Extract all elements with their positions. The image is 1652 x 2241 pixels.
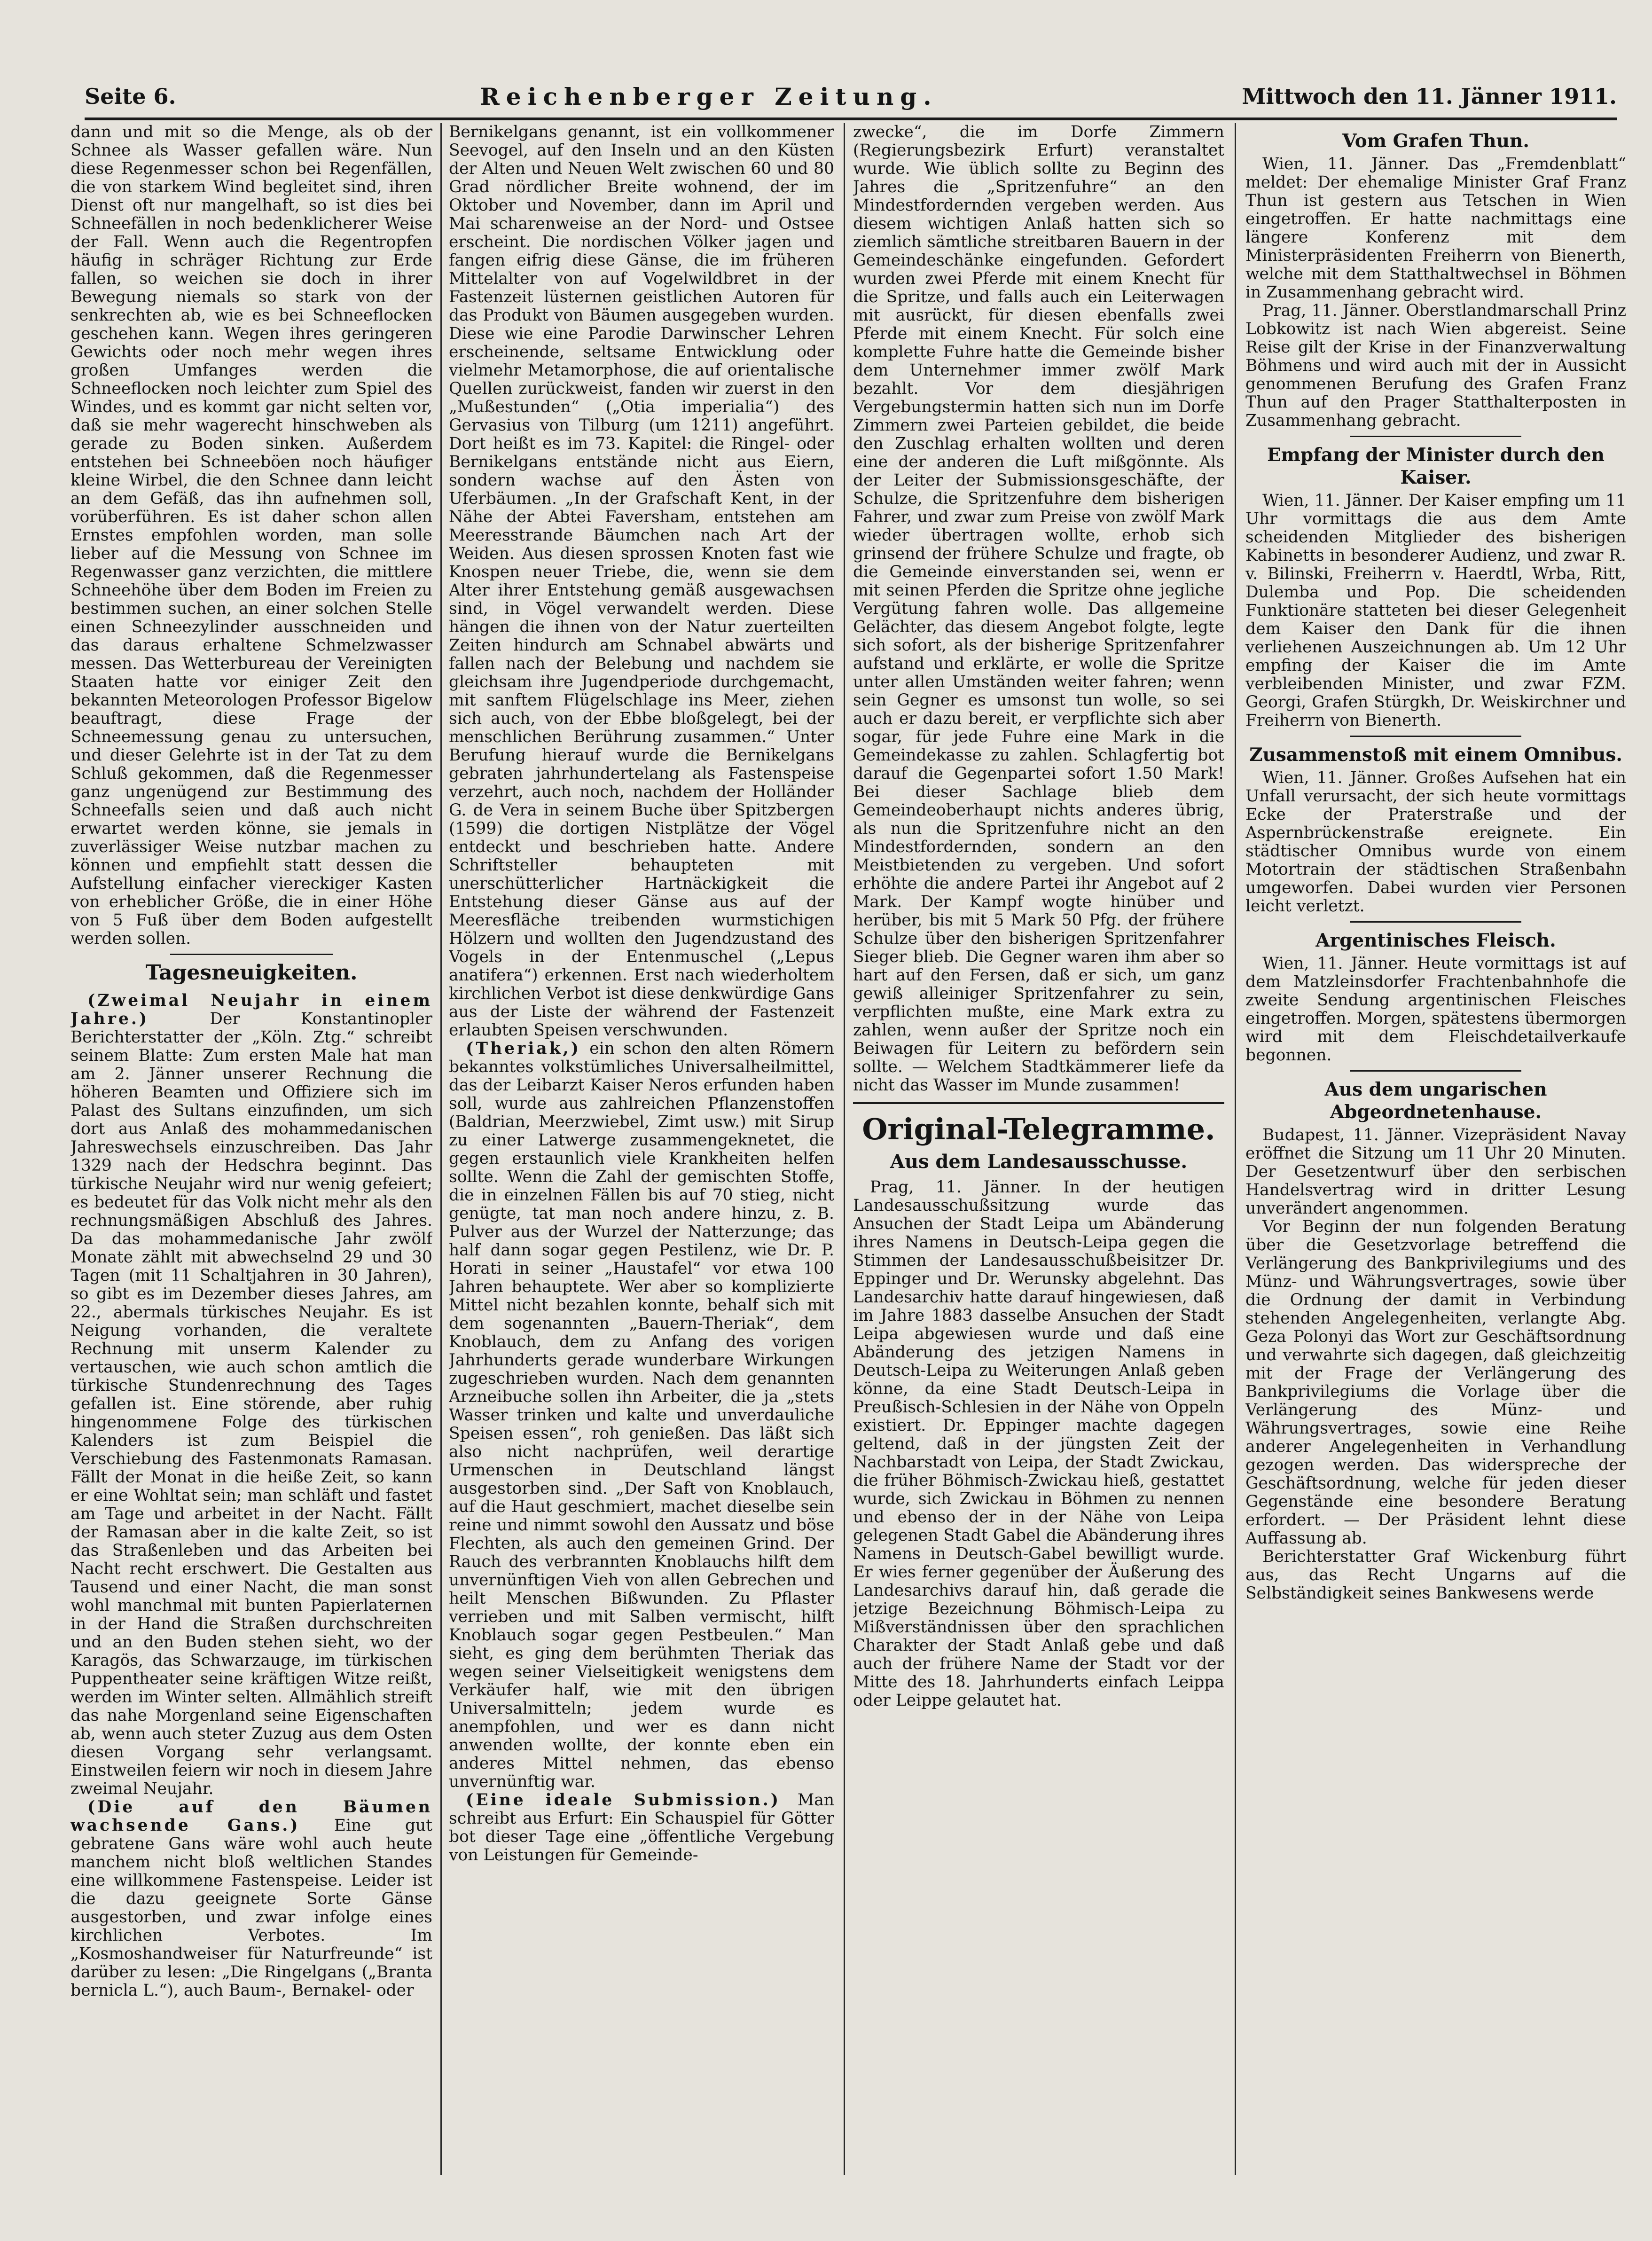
article-paragraph: Berichterstatter Graf Wickenburg führt aus, das Recht Ungarns auf die Selbständigkeit seines Bankwesens werde bbox=[1245, 1547, 1626, 1603]
page-header bbox=[85, 75, 1617, 120]
item-text: Eine gut gebratene Gans wäre wohl auch heute manchem nicht bloß weltlichen Standes eine willkommene Fastenspeise. Leider ist die dazu geeignete Sorte Gänse ausgestorben, und zwar infolge eines kirchlichen Verbotes. Im „Kosmoshandweiser für Naturfreunde“ ist darüber zu lesen: „Die Ringelgans („Branta bernicla L.“), auch Baum-, Bernakel- oder bbox=[70, 1816, 432, 2000]
article-paragraph: Vor Beginn der nun folgenden Beratung über die Gesetzvorlage betreffend die Verlängerung des Bankprivilegiums und des Münz- und Währungsvertrages, sowie über die Ordnung der damit in Verbindung stehenden Angelegenheiten, verlangte Abg. Geza Polonyi das Wort zur Geschäftsordnung und verwahrte sich dagegen, daß gleichzeitig mit der Frage der Verlängerung des Bankprivilegiums die Vorlage über die Verlängerung des Münz- und Währungsvertrages, sowie eine Reihe anderer Angelegenheiten in Verhandlung gezogen werden. Das widerspreche der Geschäftsordnung, welche für jeden dieser Gegenstände eine besondere Beratung erfordert. — Der Präsident lehnt diese Auffassung ab. bbox=[1245, 1217, 1626, 1548]
issue-date: Mittwoch den 11. Jänner 1911. bbox=[1242, 84, 1617, 109]
telegram-subtitle: Aus dem Landesausschusse. bbox=[890, 1151, 1188, 1173]
article-paragraph: Wien, 11. Jänner. Der Kaiser empfing um 11 Uhr vormittags die aus dem Amte scheidenden Mitglieder des bisherigen Kabinetts in besonderer Audienz, und zwar R. v. Bilinski, Freiherrn v. Haerdtl, Wrba, Ritt, Dulemba und Pop. Die scheidenden Funktionäre statteten bei dieser Gelegenheit dem Kaiser den Dank für die ihnen verliehenen Auszeichnungen ab. Um 12 Uhr empfing der Kaiser die im Amte verbleibenden Minister, und zwar FZM. Georgi, Grafen Stürgkh, Dr. Weiskirchner und Freiherrn von Bienerth. bbox=[1245, 491, 1626, 730]
article-paragraph bbox=[70, 992, 432, 1798]
article-paragraph: dann und mit so die Menge, als ob der Schnee als Wasser gefallen wäre. Nun diese Regenmesser schon bei Regenfällen, die von starkem Wind begleitet sind, ihren Dienst oft nur mangelhaft, so ist dies bei Schneefällen in noch bedenklicherer Weise der Fall. Wenn auch die Regentropfen häufig in schräger Richtung zur Erde fallen, so weichen sie doch in ihrer Bewegung niemals so stark von der senkrechten ab, wie es bei Schneeflocken geschehen kann. Wegen ihres geringeren Gewichts oder noch mehr wegen ihres großen Umfanges werden die Schneeflocken noch leichter zum Spiel des Windes, und es kommt gar nicht selten vor, daß sie mehr wagerecht hinschweben als gerade zu Boden sinken. Außerdem entstehen bei Schneeböen noch häufiger kleine Wirbel, die den Schnee dann leicht an dem Gefäß, das ihn aufnehmen soll, vorüberführen. Es ist daher schon allen Ernstes empfohlen worden, man solle lieber auf die Messung von Schnee im Regenwasser ganz verzichten, die mittlere Schneehöhe über dem Boden im Freien zu bestimmen suchen, an einer solchen Stelle einen Schneezylinder ausschneiden und das daraus erhaltene Schmelzwasser messen. Das Wetterbureau der Vereinigten Staaten hatte vor einiger Zeit den bekannten Meteorologen Professor Bigelow beauftragt, diese Frage der Schneemessung genau zu untersuchen, und dieser Gelehrte ist in der Tat zu dem Schluß gekommen, daß die Regenmesser ganz ungenügend zur Bestimmung des Schneefalls seien und daß auch nicht erwartet werden könne, sie jemals in zuverlässiger Weise nutzbar machen zu können und empfiehlt statt dessen die Aufstellung einfacher viereckiger Kasten von erheblicher Größe, die in einer Höhe von 5 Fuß über dem Boden aufgestellt werden sollen. bbox=[70, 123, 432, 948]
item-text: Man schreibt aus Erfurt: Ein Schauspiel für Götter bot dieser Tage eine „öffentliche Vergebung von Leistungen für Gemeinde- bbox=[449, 1791, 834, 1865]
column-2 bbox=[449, 123, 834, 2180]
divider bbox=[170, 954, 333, 955]
article-paragraph bbox=[449, 1040, 834, 1791]
article-paragraph: Wien, 11. Jänner. Großes Aufsehen hat ein Unfall verursacht, der sich heute vormittags Ecke der Praterstraße und der Aspernbrückenstraße ereignete. Ein städtischer Omnibus wurde von einem Motortrain der städtischen Straßenbahn umgeworfen. Dabei wurden vier Personen leicht verletzt. bbox=[1245, 768, 1626, 916]
item-text: Der Konstantinopler Berichterstatter der „Köln. Ztg.“ schreibt seinem Blatte: Zum ersten Male hat man am 2. Jänner unserer Rechnung die höheren Beamten und Offiziere sich im Palast des Sultans einzufinden, um sich dort aus Anlaß des mohammedanischen Jahreswechsels einzuschreiben. Das Jahr 1329 nach der Hedschra beginnt. Das türkische Neujahr wird nur wenig gefeiert; es bedeutet für das Volk nicht mehr als den rechnungsmäßigen Abschluß des Jahres. Da das mohammedanische Jahr zwölf Monate zählt mit abwechselnd 29 und 30 Tagen (mit 11 Schaltjahren in 30 Jahren), so gibt es im Dezember dieses Jahres, am 22., abermals türkisches Neujahr. Es ist Neigung vorhanden, die veraltete Rechnung mit unserm Kalender zu vertauschen, wie auch schon amtlich die türkische Stundenrechnung des Tages gefallen ist. Eine störende, aber ruhig hingenommene Folge des türkischen Kalenders ist zum Beispiel die Verschiebung des Fastenmonats Ramasan. Fällt der Monat in die heiße Zeit, so kann er eine Wohltat sein; man schläft und fastet am Tage und arbeitet in der Nacht. Fällt der Ramasan aber in die kalte Zeit, so ist das Straßenleben und das Arbeiten bei Nacht recht erschwert. Die Gestalten aus Tausend und einer Nacht, die man sonst wohl manchmal mit bunten Papierlaternen in der Hand die Straßen durchschreiten und an den Buden stehen sieht, wo der Karagös, das Schwarzauge, im türkischen Puppentheater seine kräftigen Witze reißt, werden im Winter selten. Allmählich streift das nahe Morgenland seine Eigenschaften ab, wenn auch steter Zuzug aus dem Osten diesen Vorgang sehr verlangsamt. Einstweilen feiern wir noch in diesem Jahre zweimal Neujahr. bbox=[70, 1010, 432, 1798]
divider bbox=[1350, 921, 1522, 923]
page-number: Seite 6. bbox=[85, 84, 176, 109]
section-title: Tagesneuigkeiten. bbox=[145, 961, 358, 985]
article-heading: Zusammenstoß mit einem Omnibus. bbox=[1249, 744, 1622, 766]
item-title: (Theriak,) bbox=[466, 1039, 581, 1058]
item-text: ein schon den alten Römern bekanntes volkstümliches Universalheilmittel, das der Leibarzt Kaiser Neros erfunden haben soll, wurde aus zahlreichen Pflanzenstoffen (Baldrian, Meerzwiebel, Zimt usw.) mit Sirup zu einer Latwerge zusammengeknetet, die gegen erstaunlich viele Krankheiten helfen sollte. Wenn die Zahl der gemischten Stoffe, die in einzelnen Fällen bis auf 70 stieg, nicht genügte, tat man noch andere hinzu, z. B. Pulver aus der Wurzel der Natterzunge; das half dann sogar gegen Pestilenz, wie Dr. P. Horati in seiner „Haustafel“ vor etwa 100 Jahren behauptete. Wer aber so komplizierte Mittel nicht bezahlen konnte, behalf sich mit dem sogenannten „Bauern-Theriak“, dem Knoblauch, dem zu Anfang des vorigen Jahrhunderts gerade wunderbare Wirkungen zugeschrieben wurden. Nach dem genannten Arzneibuche sollen ihn Arbeiter, die ja „stets Wasser trinken und kalte und unverdauliche Speisen essen“, roh genießen. Das läßt sich also nicht nachprüfen, weil derartige Urmenschen in Deutschland längst ausgestorben sind. „Der Saft von Knoblauch, auf die Haut geschmiert, machet dieselbe sein reine und nimmt sowohl den Aussatz und böse Flechten, als auch den gemeinen Grind. Der Rauch des verbrannten Knoblauchs hilft dem unvernünftigen Vieh von allen Gebrechen und heilt Menschen Bißwunden. Zu Pflaster verrieben und mit Salben vermischt, hilft Knoblauch sogar gegen Pestbeulen.“ Man sieht, es ging dem berühmten Theriak das wegen seiner Vielseitigkeit wenigstens dem Verkäufer half, wie mit den übrigen Universalmitteln; jedem wurde es anempfohlen, und wer es dann nicht anwenden wollte, der konnte eben ein anderes Mittel nehmen, das ebenso unvernünftig war. bbox=[449, 1039, 834, 1791]
item-title: (Eine ideale Submission.) bbox=[466, 1791, 781, 1810]
divider bbox=[1350, 436, 1522, 437]
column-4 bbox=[1245, 123, 1626, 2180]
masthead: Reichenberger Zeitung. bbox=[480, 82, 938, 110]
article-paragraph: Bernikelgans genannt, ist ein vollkommener Seevogel, auf den Inseln und an den Küsten der Alten und Neuen Welt zwischen 60 und 80 Grad nördlicher Breite wohnend, der im Oktober und November, dann im April und Mai scharenweise an der Nord- und Ostsee erscheint. Die nordischen Völker jagen und fangen eifrig diese Gänse, die im früheren Mittelalter von auf Vogelwildbret in der Fastenzeit lüsternen geistlichen Autoren für das Produkt von Bäumen ausgegeben wurden. Diese wie eine Parodie Darwinscher Lehren erscheinende, seltsame Entwicklung oder vielmehr Metamorphose, die auf orientalische Quellen zurückweist, fanden wir zuerst in den „Mußestunden“ („Otia imperialia“) des Gervasius von Tilburg (um 1211) angeführt. Dort heißt es im 73. Kapitel: die Ringel- oder Bernikelgans entstände nicht aus Eiern, sondern wachse auf den Ästen von Uferbäumen. „In der Grafschaft Kent, in der Nähe der Abtei Faversham, entstehen am Meeresstrande Bäumchen nach Art der Weiden. Aus diesen sprossen Knoten fast wie Knospen neuer Triebe, die, wenn sie dem Alter ihrer Entstehung gemäß ausgewachsen sind, in Vögel verwandelt werden. Diese hängen die ihnen von der Natur zuerteilten Zeiten hindurch am Schnabel abwärts und fallen nach der Belebung und nachdem sie gleichsam ihre Jugendperiode durchgemacht, mit sanftem Flügelschlage ins Meer, ziehen sich auch, von der Ebbe bloßgelegt, bei der menschlichen Berührung zusammen.“ Unter Berufung hierauf wurde die Bernikelgans gebraten jahrhundertelang als Fastenspeise verzehrt, auch noch, nachdem der Holländer G. de Vera in seinem Buche über Spitzbergen (1599) die dortigen Nistplätze der Vögel entdeckt und beschrieben hatte. Andere Schriftsteller behaupteten mit unerschütterlicher Hartnäckigkeit die Entstehung dieser Gänse aus auf der Meeresfläche treibenden wurmstichigen Hölzern und wollten den Jugendzustand des Vogels in der Entenmuschel („Lepus anatifera“) erkennen. Erst nach wiederholtem kirchlichen Verbot ist diese denkwürdige Gans aus der Liste der während der Fastenzeit erlaubten Speisen verschwunden. bbox=[449, 123, 834, 1040]
item-title: (Zweimal Neujahr in einem Jahre.) bbox=[70, 991, 432, 1028]
article-heading: Argentinisches Fleisch. bbox=[1315, 930, 1556, 951]
article-heading: Vom Grafen Thun. bbox=[1342, 130, 1529, 152]
item-title: (Die auf den Bäumen wachsende Gans.) bbox=[70, 1798, 432, 1835]
article-paragraph: Budapest, 11. Jänner. Vizepräsident Navay eröffnet die Sitzung um 11 Uhr 20 Minuten. Der Gesetzentwurf über den serbischen Handelsvertrag wird in dritter Lesung unverändert angenommen. bbox=[1245, 1126, 1626, 1218]
article-paragraph bbox=[449, 1791, 834, 1865]
divider bbox=[853, 1102, 1224, 1104]
column-rule bbox=[440, 123, 442, 2175]
article-paragraph: Wien, 11. Jänner. Heute vormittags ist auf dem Matzleinsdorfer Frachtenbahnhofe die zweite Sendung argentinischen Fleisches eingetroffen. Morgen, spätestens übermorgen wird mit dem Fleischdetailverkaufe begonnen. bbox=[1245, 954, 1626, 1065]
article-paragraph: Prag, 11. Jänner. In der heutigen Landesausschußsitzung wurde das Ansuchen der Stadt Leipa um Abänderung ihres Namens in Deutsch-Leipa gegen die Stimmen der Landesausschußbeisitzer Dr. Eppinger und Dr. Werunsky abgelehnt. Das Landesarchiv hatte darauf hingewiesen, daß im Jahre 1883 dasselbe Ansuchen der Stadt Leipa abgewiesen wurde und daß eine Abänderung des jetzigen Namens in Deutsch-Leipa zu Weiterungen Anlaß geben könne, da eine Stadt Deutsch-Leipa in Preußisch-Schlesien in der Nähe von Oppeln existiert. Dr. Eppinger machte dagegen geltend, daß in der jüngsten Zeit der Nachbarstadt von Leipa, der Stadt Zwickau, die früher Böhmisch-Zwickau hieß, gestattet wurde, sich Zwickau in Böhmen zu nennen und ebenso der in der Nähe von Leipa gelegenen Stadt Gabel die Abänderung ihres Namens in Deutsch-Gabel bewilligt wurde. Er wies ferner gegenüber der Äußerung des Landesarchivs darauf hin, daß gerade die jetzige Bezeichnung Böhmisch-Leipa zu Mißverständnissen über den sprachlichen Charakter der Stadt Anlaß gebe und daß auch der frühere Name der Stadt vor der Mitte des 18. Jahrhunderts einfach Leippa oder Leippe gelautet hat. bbox=[853, 1178, 1224, 1710]
article-paragraph: zwecke“, die im Dorfe Zimmern (Regierungsbezirk Erfurt) veranstaltet wurde. Wie üblich sollte zu Beginn des Jahres die „Spritzenfuhre“ an den Mindestfordernden vergeben werden. Aus diesem wichtigen Anlaß hatten sich so ziemlich sämtliche streitbaren Bauern in der Gemeindeschänke eingefunden. Gefordert wurden zwei Pferde mit einem Knecht für die Spritze, und falls auch ein Leiterwagen mit ausrückt, für diesen ebenfalls zwei Pferde mit einem Knecht. Für solch eine komplette Fuhre hatte die Gemeinde bisher dem Unternehmer immer zwölf Mark bezahlt. Vor dem diesjährigen Vergebungstermin hatten sich nun im Dorfe Zimmern zwei Parteien gebildet, die beide den Zuschlag erhalten wollten und deren eine der anderen die Luft mißgönnte. Als der Leiter der Submissionsgeschäfte, der Schulze, die Spritzenfuhre dem bisherigen Fahrer, und zwar zum Preise von zwölf Mark wieder übertragen wollte, erhob sich grinsend der frühere Schulze und fragte, ob die Gemeinde einverstanden sei, wenn er mit seinen Pferden die Spritze ohne jegliche Vergütung fahren wolle. Das allgemeine Gelächter, das diesem Angebot folgte, legte sich sofort, als der bisherige Spritzenfahrer aufstand und erklärte, er wolle die Spritze unter allen Umständen weiter fahren; wenn sein Gegner es umsonst tun wolle, so sei auch er dazu bereit, er verpflichte sich aber sogar, für jede Fuhre eine Mark in die Gemeindekasse zu zahlen. Schlagfertig bot darauf die Gegenpartei sofort 1.50 Mark! Bei dieser Sachlage blieb dem Gemeindeoberhaupt nichts anderes übrig, als nun die Spritzenfuhre nicht an den Mindestfordernden, sondern an den Meistbietenden zu vergeben. Und sofort erhöhte die andere Partei ihr Angebot auf 2 Mark. Der Kampf wogte hinüber und herüber, bis mit 5 Mark 50 Pfg. der frühere Schulze über den bisherigen Spritzenfahrer Sieger blieb. Die Gegner waren ihm aber so hart auf den Fersen, daß er sich, um ganz gewiß alleiniger Spritzenfahrer zu sein, verpflichten mußte, eine Mark extra zu zahlen, wenn außer der Spritze noch ein Beiwagen für Leitern zu befördern sein sollte. — Welchem Stadtkämmerer liefe da nicht das Wasser im Munde zusammen! bbox=[853, 123, 1224, 1095]
article-paragraph bbox=[70, 1798, 432, 2000]
column-3 bbox=[853, 123, 1224, 2180]
article-paragraph: Wien, 11. Jänner. Das „Fremdenblatt“ meldet: Der ehemalige Minister Graf Franz Thun ist gestern aus Tetschen in Wien eingetroffen. Er hatte nachmittags eine längere Konferenz mit dem Ministerpräsidenten Freiherrn von Bienerth, welche mit dem Statthaltwechsel in Böhmen in Zusammenhang gebracht wird. bbox=[1245, 155, 1626, 302]
article-heading: Empfang der Minister durch den Kaiser. bbox=[1267, 444, 1605, 488]
divider bbox=[1350, 1070, 1522, 1072]
article-paragraph: Prag, 11. Jänner. Oberstlandmarschall Prinz Lobkowitz ist nach Wien abgereist. Seine Reise gilt der Krise in der Finanzverwaltung Böhmens und wird auch mit der in Aussicht genommenen Berufung des Grafen Franz Thun auf den Prager Statthalterposten in Zusammenhang gebracht. bbox=[1245, 301, 1626, 430]
column-1 bbox=[70, 123, 432, 2180]
column-rule bbox=[844, 123, 845, 2175]
divider bbox=[1350, 736, 1522, 737]
telegram-title: Original-Telegramme. bbox=[862, 1112, 1215, 1146]
column-rule bbox=[1235, 123, 1236, 2175]
article-heading: Aus dem ungarischen Abgeordnetenhause. bbox=[1324, 1079, 1547, 1123]
